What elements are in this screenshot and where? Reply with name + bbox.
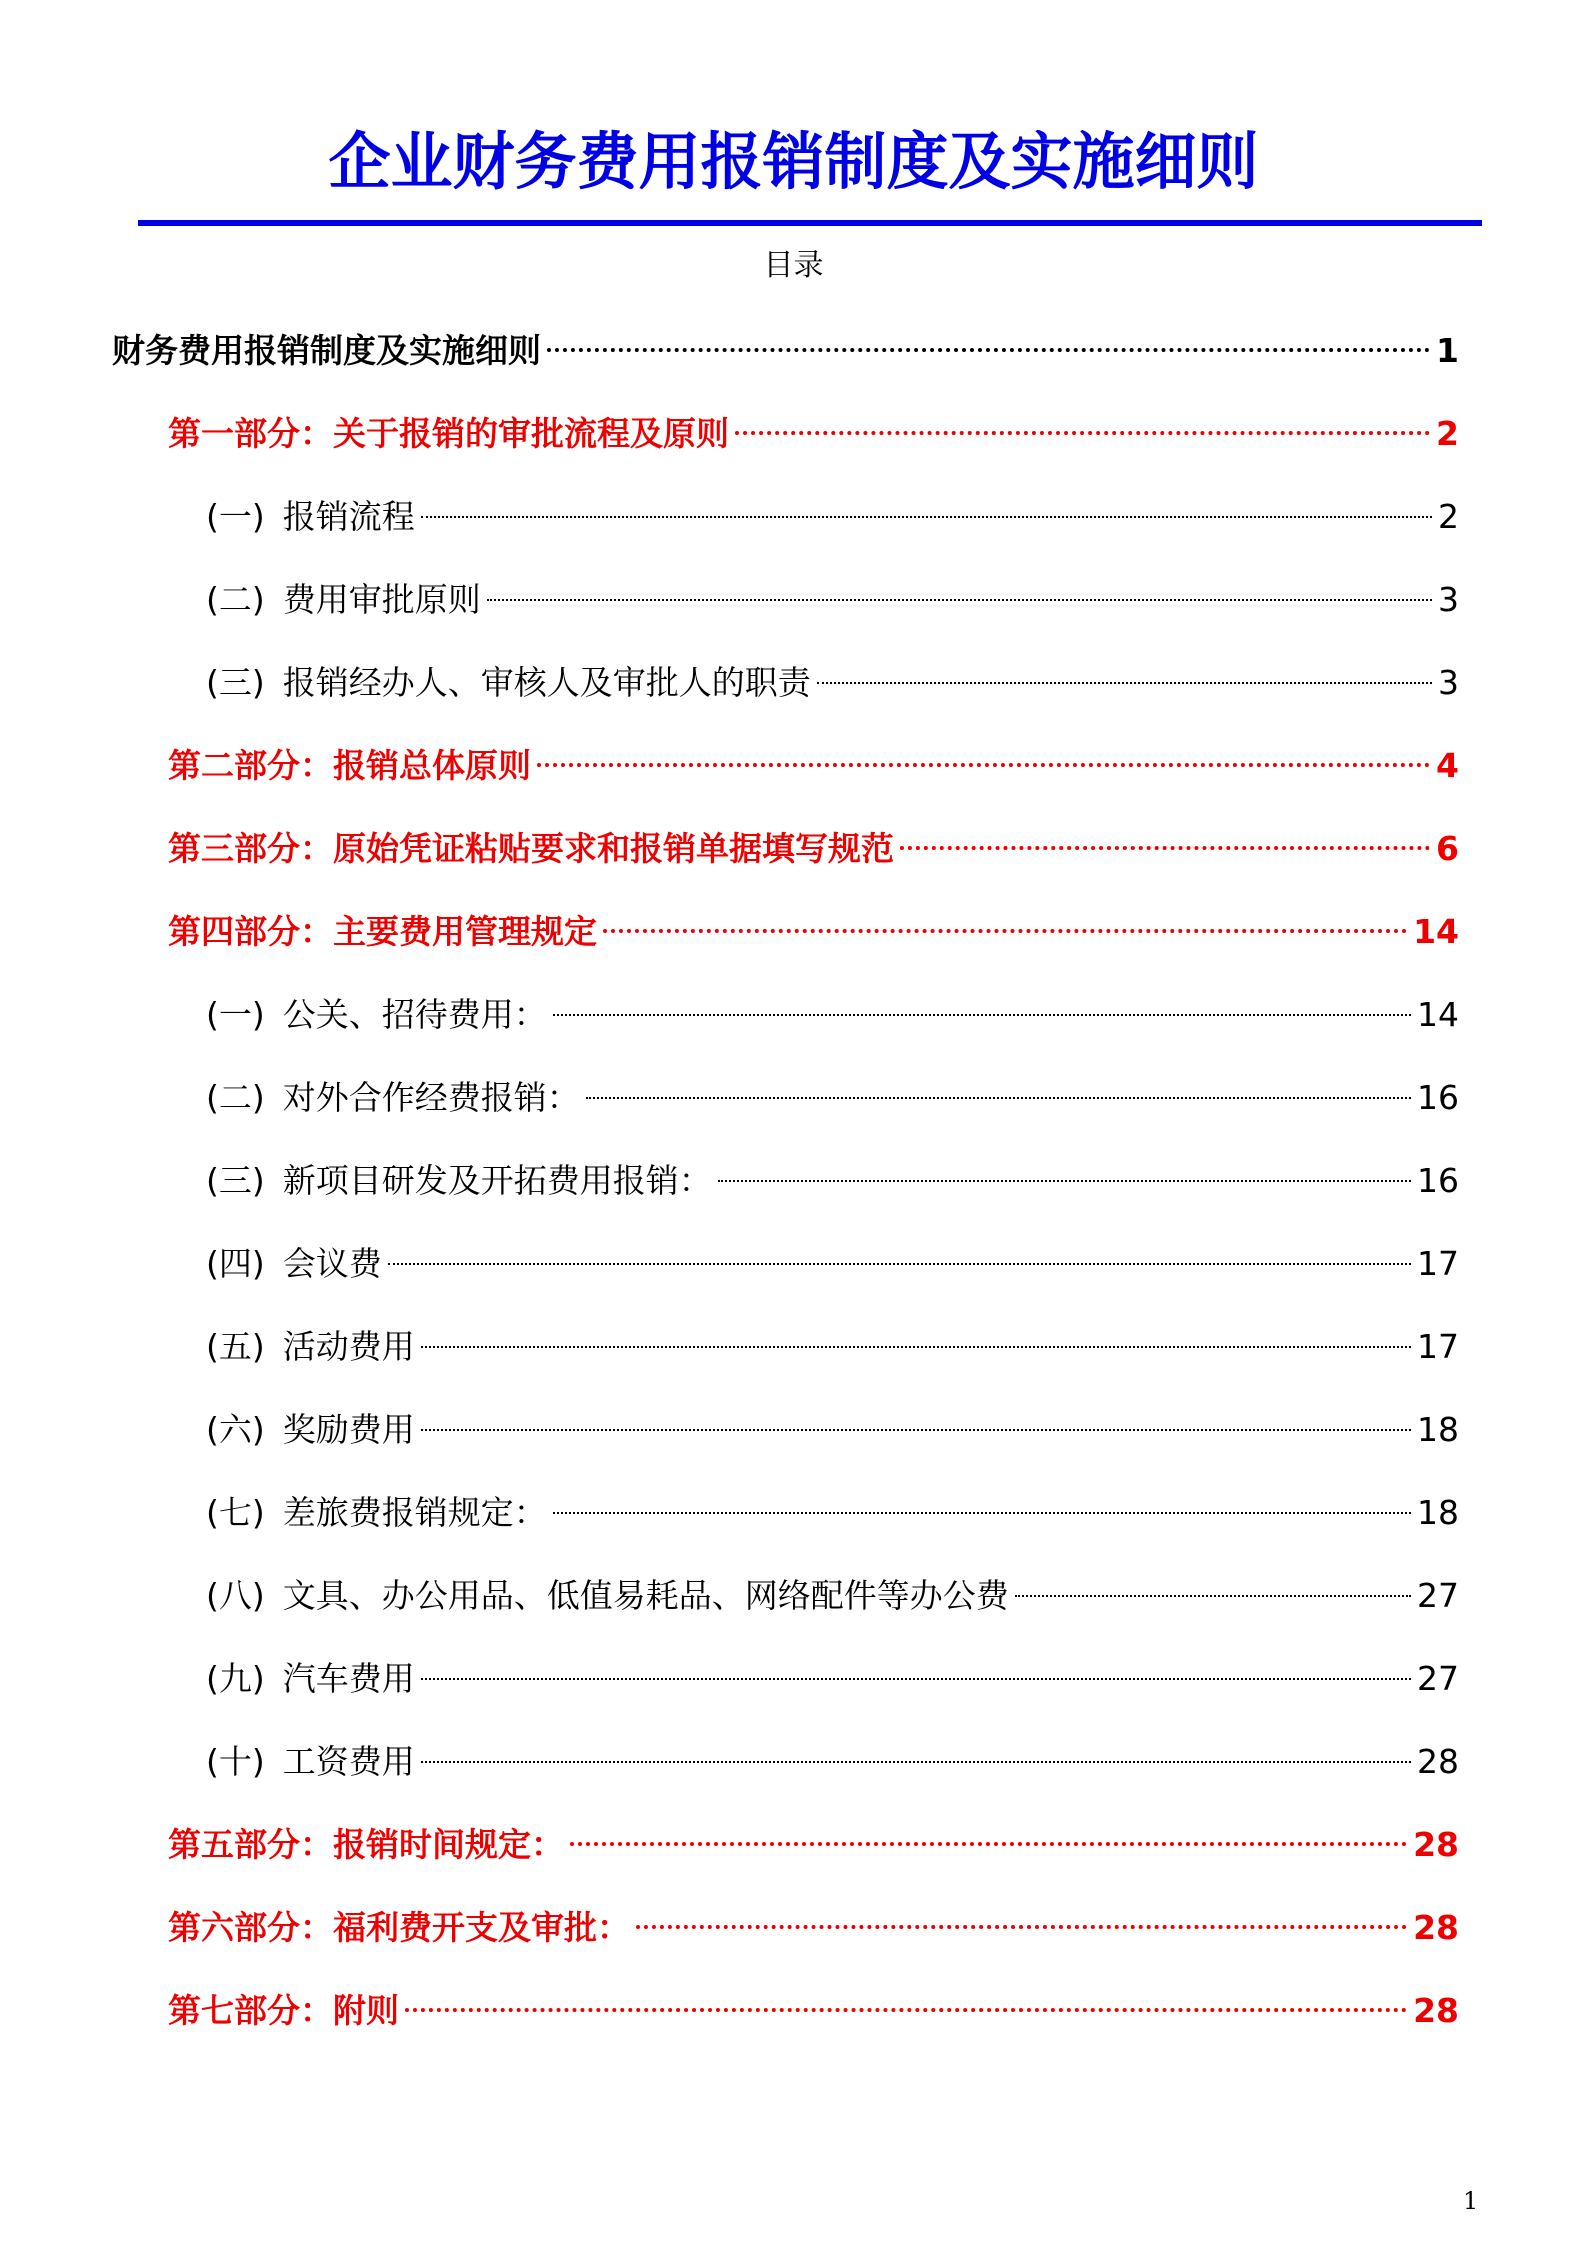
toc-entry-label: 第二部分：报销总体原则 [168, 746, 531, 785]
toc-entry-page: 27 [1417, 1659, 1459, 1698]
toc-heading: 目录 [763, 248, 824, 283]
toc-entry[interactable] [206, 1405, 1459, 1455]
toc-entry-page: 27 [1417, 1576, 1459, 1615]
toc-entry-label: 第七部分：附则 [168, 1991, 399, 2030]
dot-leader [570, 1842, 1407, 1846]
toc-entry-number: (八) [206, 1576, 265, 1615]
toc-entry-label: 第三部分：原始凭证粘贴要求和报销单据填写规范 [168, 829, 894, 868]
dot-leader [603, 929, 1407, 933]
dot-leader [718, 1180, 1411, 1182]
toc-entry[interactable] [206, 1322, 1459, 1372]
toc-entry[interactable] [206, 1654, 1459, 1704]
toc-entry[interactable] [206, 1156, 1459, 1206]
toc-entry-number: (四) [206, 1244, 265, 1283]
dot-leader [586, 1097, 1411, 1099]
toc-entry-page: 14 [1413, 912, 1459, 951]
toc-entry-page: 17 [1417, 1327, 1459, 1366]
toc-entry-label: 第四部分：主要费用管理规定 [168, 912, 597, 951]
title-divider [138, 220, 1482, 226]
toc-entry-label: 汽车费用 [282, 1659, 415, 1698]
toc-entry-label: 第五部分：报销时间规定： [168, 1825, 564, 1864]
toc-entry-page: 28 [1413, 1908, 1459, 1947]
toc-entry-number: (九) [206, 1659, 265, 1698]
dot-leader [553, 1512, 1411, 1514]
dot-leader [537, 763, 1430, 767]
toc-entry[interactable] [206, 1239, 1459, 1289]
toc-entry[interactable] [168, 824, 1459, 874]
toc-entry-number: (三) [206, 1161, 265, 1200]
toc-entry[interactable] [206, 1737, 1459, 1787]
toc-entry[interactable] [168, 1820, 1459, 1870]
dot-leader [636, 1925, 1407, 1929]
toc-entry-label: 奖励费用 [282, 1410, 415, 1449]
toc-entry-number: (七) [206, 1493, 265, 1532]
dot-leader [900, 846, 1430, 850]
toc-entry-label: 新项目研发及开拓费用报销： [282, 1161, 712, 1200]
toc-entry-label: 差旅费报销规定： [282, 1493, 547, 1532]
toc-entry[interactable] [168, 1986, 1459, 2036]
toc-entry-label: 报销经办人、审核人及审批人的职责 [282, 663, 811, 702]
toc-entry[interactable] [206, 575, 1459, 625]
toc-entry-number: (一) [206, 995, 265, 1034]
toc-entry-label: 第六部分：福利费开支及审批： [168, 1908, 630, 1947]
document-title: 企业财务费用报销制度及实施细则 [328, 125, 1259, 198]
dot-leader [547, 348, 1430, 352]
toc-entry-number: (三) [206, 663, 265, 702]
toc-entry-label: 工资费用 [282, 1742, 415, 1781]
dot-leader [817, 682, 1432, 684]
dot-leader [487, 599, 1432, 601]
dot-leader [553, 1014, 1411, 1016]
toc-entry[interactable] [168, 907, 1459, 957]
toc-entry-label: 费用审批原则 [282, 580, 481, 619]
toc-entry[interactable] [206, 990, 1459, 1040]
toc-entry-page: 2 [1436, 414, 1459, 453]
toc-entry-number: (一) [206, 497, 265, 536]
dot-leader [405, 2008, 1407, 2012]
toc-entry-label: 会议费 [282, 1244, 382, 1283]
toc-entry[interactable] [206, 492, 1459, 542]
toc-entry-label: 公关、招待费用： [282, 995, 547, 1034]
toc-entry[interactable] [168, 1903, 1459, 1953]
dot-leader [735, 431, 1430, 435]
dot-leader [1015, 1595, 1411, 1597]
dot-leader [421, 1761, 1411, 1763]
toc-entry[interactable] [168, 409, 1459, 459]
toc-entry-page: 28 [1413, 1991, 1459, 2030]
dot-leader [421, 1346, 1411, 1348]
toc-entry-label: 报销流程 [282, 497, 415, 536]
dot-leader [421, 1678, 1411, 1680]
dot-leader [388, 1263, 1411, 1265]
toc-entry-page: 18 [1417, 1493, 1459, 1532]
toc-entry-number: (二) [206, 1078, 265, 1117]
toc-entry-page: 1 [1436, 331, 1459, 370]
toc-entry[interactable] [206, 1073, 1459, 1123]
toc-entry-label: 对外合作经费报销： [282, 1078, 580, 1117]
toc-entry[interactable] [112, 326, 1459, 376]
toc-entry-number: (十) [206, 1742, 265, 1781]
toc-entry-page: 18 [1417, 1410, 1459, 1449]
toc-entry[interactable] [206, 1488, 1459, 1538]
toc-entry-page: 4 [1436, 746, 1459, 785]
toc-entry[interactable] [206, 1571, 1459, 1621]
toc-entry-page: 28 [1417, 1742, 1459, 1781]
toc-entry[interactable] [168, 741, 1459, 791]
toc-entry-label: 第一部分：关于报销的审批流程及原则 [168, 414, 729, 453]
dot-leader [421, 516, 1432, 518]
toc-entry-page: 16 [1417, 1161, 1459, 1200]
toc-entry-page: 3 [1438, 580, 1459, 619]
toc-entry-label: 财务费用报销制度及实施细则 [112, 331, 541, 370]
toc-entry-label: 活动费用 [282, 1327, 415, 1366]
toc-entry-page: 14 [1417, 995, 1459, 1034]
toc-entry-page: 28 [1413, 1825, 1459, 1864]
toc-entry-number: (五) [206, 1327, 265, 1366]
toc-entry-page: 16 [1417, 1078, 1459, 1117]
toc-entry-number: (二) [206, 580, 265, 619]
toc-entry-number: (六) [206, 1410, 265, 1449]
dot-leader [421, 1429, 1411, 1431]
toc-entry[interactable] [206, 658, 1459, 708]
toc-entry-page: 17 [1417, 1244, 1459, 1283]
toc-entry-label: 文具、办公用品、低值易耗品、网络配件等办公费 [282, 1576, 1009, 1615]
page-number: 1 [1463, 2187, 1479, 2215]
toc-entry-page: 6 [1436, 829, 1459, 868]
toc-entry-page: 3 [1438, 663, 1459, 702]
toc-entry-page: 2 [1438, 497, 1459, 536]
